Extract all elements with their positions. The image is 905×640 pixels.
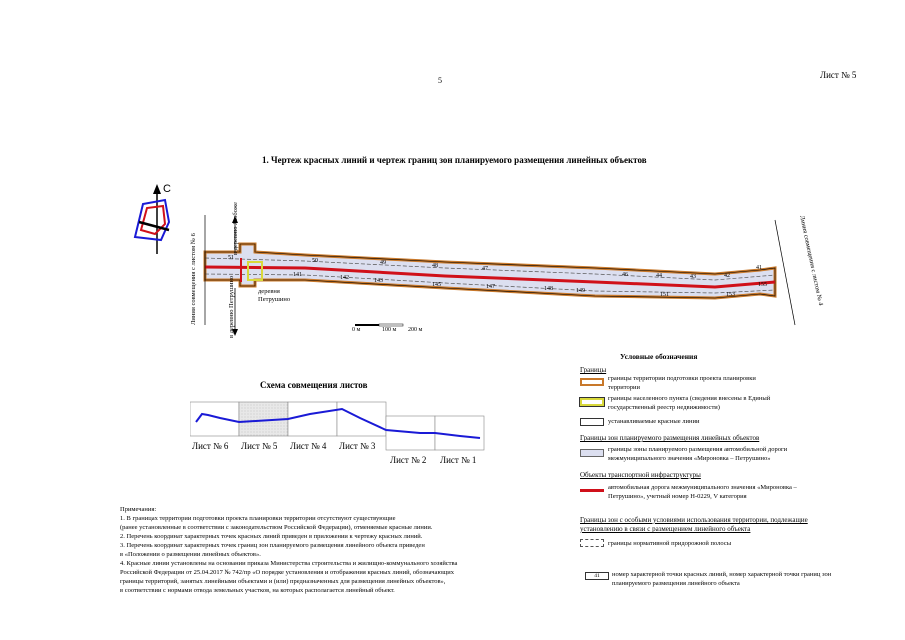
legend-point: номер характерной точки красных линий, номер характерной точки границ зон планируемого размещения линейного объекта bbox=[612, 571, 832, 587]
point-label: 43 bbox=[690, 274, 696, 280]
point-symbol: 41 bbox=[585, 572, 609, 580]
red-lines-symbol bbox=[580, 418, 604, 426]
point-label: 147 bbox=[486, 284, 495, 290]
point-label: 151 bbox=[660, 292, 669, 298]
scheme-sheet-label: Лист № 4 bbox=[290, 441, 327, 451]
sheet-label: Лист № 5 bbox=[820, 70, 857, 80]
point-label: 41 bbox=[756, 265, 762, 271]
point-label: 46 bbox=[622, 272, 628, 278]
notes-block bbox=[120, 514, 570, 595]
legend-settlement: границы населенного пункта (сведения внесены в Единый государственный реестр недвижимости) bbox=[608, 395, 771, 411]
legend-section-zones: Границы зон планируемого размещения линейных объектов bbox=[580, 434, 760, 442]
note-line: 2. Перечень координат характерных точек красных линий приведен в приложении к чертежу красных линий. bbox=[120, 533, 423, 540]
note-line: в соответствии с нормами отвода земельных участков, на которых располагается линейный объект. bbox=[120, 587, 395, 594]
compass-label: С bbox=[163, 183, 171, 195]
notes-heading: Примечания: bbox=[120, 506, 157, 513]
page-title: 1. Чертеж красных линий и чертеж границ зон планируемого размещения линейных объектов bbox=[262, 155, 647, 165]
point-label: 143 bbox=[374, 278, 383, 284]
legend-red-lines: устанавливаемые красные линии bbox=[608, 418, 700, 425]
legend-section-borders: Границы bbox=[580, 366, 607, 374]
scheme-title: Схема совмещения листов bbox=[260, 380, 368, 390]
scheme-sheet-label: Лист № 6 bbox=[192, 441, 229, 451]
point-label: 49 bbox=[380, 260, 386, 266]
roadside-symbol bbox=[580, 539, 604, 547]
legend-zone: границы зоны планируемого размещения автомобильной дороги межмуниципального значения «Мироновка – Петрушино» bbox=[608, 446, 788, 462]
point-label: 44 bbox=[656, 273, 662, 279]
note-line: 4. Красные линии установлены на основании приказа Министерства строительства и жилищно-коммунального хозяйства bbox=[120, 560, 458, 567]
scale-label: 0 м bbox=[352, 327, 361, 333]
planning-border-symbol bbox=[580, 378, 604, 386]
point-label: 155 bbox=[758, 282, 767, 288]
legend-planning: границы территории подготовки проекта планировки территории bbox=[608, 375, 756, 391]
point-label: 48 bbox=[432, 263, 438, 269]
red-lines-map bbox=[195, 200, 805, 340]
legend-section-transport: Объекты транспортной инфраструктуры bbox=[580, 471, 701, 479]
point-label: 141 bbox=[293, 272, 302, 278]
right-match-line-label: Линия совмещения с листом № 4 bbox=[798, 215, 825, 307]
to-village-up-label: в деревню Любоже bbox=[232, 202, 239, 255]
scheme-sheet-label: Лист № 1 bbox=[440, 455, 477, 465]
note-line: 1. В границах территории подготовки проекта планировки территории отсутствуют существующие bbox=[120, 515, 396, 522]
north-arrow-icon bbox=[125, 182, 185, 257]
point-label: 47 bbox=[482, 266, 488, 272]
road-symbol bbox=[580, 489, 604, 492]
legend-road: автомобильная дорога межмуниципального значения «Мироновка – Петрушино», учетный номер Н-0229, V категория bbox=[608, 484, 797, 500]
scheme-sheet-label: Лист № 2 bbox=[390, 455, 427, 465]
scale-label: 200 м bbox=[408, 327, 423, 333]
point-label: 153 bbox=[726, 292, 735, 298]
scheme-sheet-label: Лист № 5 bbox=[241, 441, 278, 451]
note-line: в «Положении о размещении линейных объектов». bbox=[120, 551, 261, 558]
legend-section-special: Границы зон с особыми условиями использования территории, подлежащие установлению в связи с размещением линейного объекта bbox=[580, 516, 808, 533]
point-label: 50 bbox=[312, 258, 318, 264]
note-line: границы территорий, занятых линейными объектами и (или) предназначенных для размещения линейных объектов», bbox=[120, 578, 446, 585]
zone-symbol bbox=[580, 449, 604, 457]
page-number: 5 bbox=[438, 76, 442, 85]
point-label: 148 bbox=[544, 286, 553, 292]
point-label: 42 bbox=[724, 273, 730, 279]
scheme-sheet-label: Лист № 3 bbox=[339, 441, 376, 451]
legend-title: Условные обозначения bbox=[620, 352, 698, 361]
note-line: Российской Федерации от 25.04.2017 № 742/пр «О порядке установления и отображения красных линий, обозначающих bbox=[120, 569, 455, 576]
legend-roadside: границы нормативной придорожной полосы bbox=[608, 540, 732, 547]
point-label: 149 bbox=[576, 288, 585, 294]
point-label: 142 bbox=[340, 275, 349, 281]
left-match-line-label: Линия совмещения с листом № 6 bbox=[190, 233, 197, 325]
point-label: 51 bbox=[228, 255, 234, 261]
scale-label: 100 м bbox=[382, 327, 397, 333]
to-village-down-label: в деревню Петрушино bbox=[228, 275, 235, 338]
point-label: 145 bbox=[432, 282, 441, 288]
village-name: деревня Петрушино bbox=[258, 288, 291, 303]
settlement-border-symbol bbox=[580, 398, 604, 406]
note-line: (ранее установленные в соответствии с законодательством Российской Федерации), отменяемые красные линии. bbox=[120, 524, 433, 531]
note-line: 3. Перечень координат характерных точек границ зон планируемого размещения линейного объекта приведен bbox=[120, 542, 425, 549]
